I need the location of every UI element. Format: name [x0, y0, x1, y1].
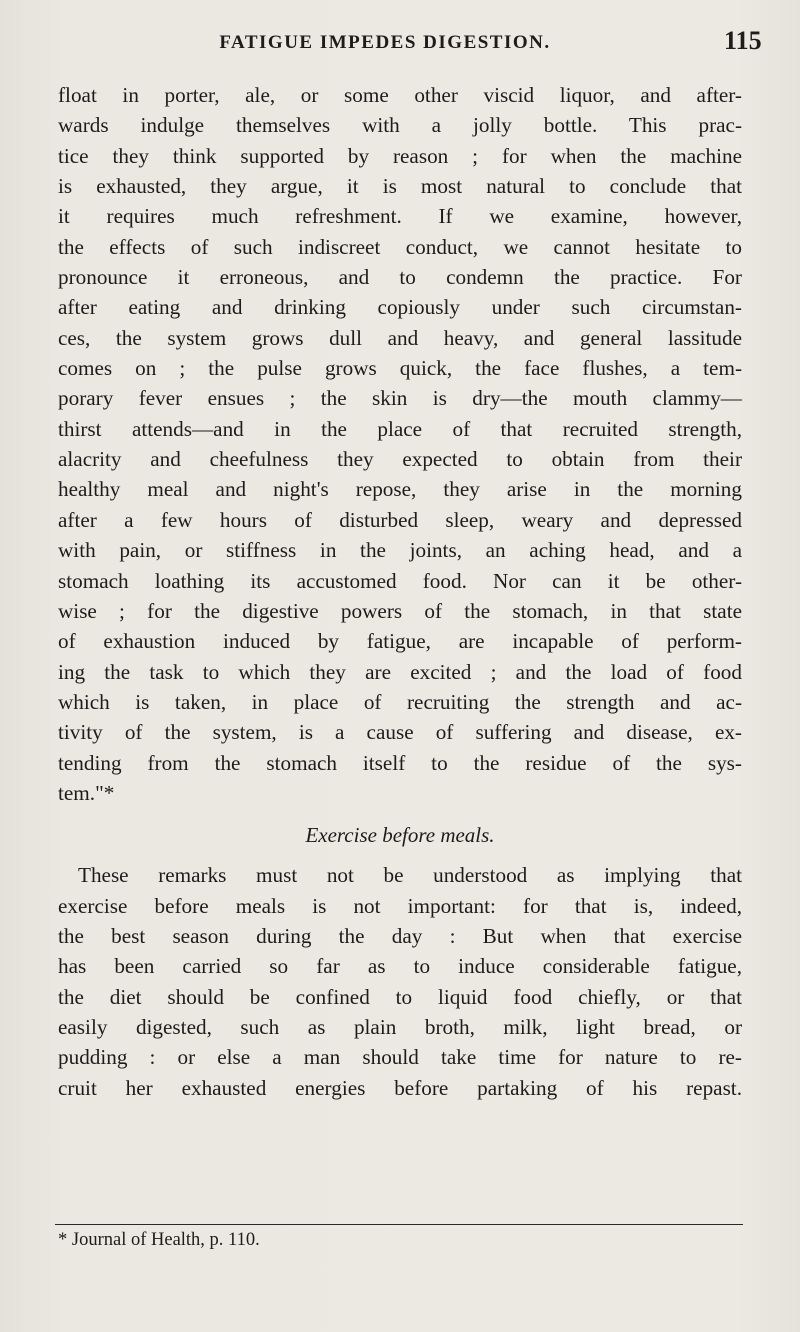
text-line: ces, the system grows dull and heavy, and general lassitude	[58, 325, 742, 350]
paragraph-2	[58, 860, 742, 1103]
running-head: FATIGUE IMPEDES DIGESTION.	[219, 32, 551, 53]
text-line: after a few hours of disturbed sleep, weary and depressed	[58, 507, 742, 532]
footnote: * Journal of Health, p. 110.	[58, 1230, 260, 1250]
text-line: thirst attends—and in the place of that recruited strength,	[58, 416, 742, 441]
text-line: tending from the stomach itself to the residue of the sys-	[58, 750, 742, 775]
text-line: tem."*	[58, 780, 115, 805]
text-line: These remarks must not be understood as implying that	[78, 863, 742, 888]
text-line: the diet should be confined to liquid food chiefly, or that	[58, 984, 742, 1009]
text-line: the best season during the day : But when that exercise	[58, 923, 742, 948]
text-line: ing the task to which they are excited ; and the load of food	[58, 659, 742, 684]
text-line: float in porter, ale, or some other viscid liquor, and after-	[58, 83, 742, 107]
text-line: with pain, or stiffness in the joints, an aching head, and a	[58, 538, 742, 563]
text-line: wards indulge themselves with a jolly bottle. This prac-	[58, 113, 742, 138]
text-line: stomach loathing its accustomed food. Nor can it be other-	[58, 568, 742, 593]
text-line: cruit her exhausted energies before partaking of his repast.	[58, 1075, 742, 1100]
text-line: tice they think supported by reason ; for when the machine	[58, 143, 742, 168]
body-text	[58, 80, 742, 1103]
paragraph-1	[58, 80, 742, 808]
text-line: pudding : or else a man should take time for nature to re-	[58, 1045, 742, 1070]
text-line: of exhaustion induced by fatigue, are incapable of perform-	[58, 629, 742, 654]
text-line: exercise before meals is not important: for that is, indeed,	[58, 893, 742, 918]
text-line: comes on ; the pulse grows quick, the face flushes, a tem-	[58, 356, 742, 381]
text-line: pronounce it erroneous, and to condemn the practice. For	[58, 265, 742, 290]
page-number: 115	[724, 26, 762, 55]
footnote-rule	[55, 1224, 743, 1225]
text-line: has been carried so far as to induce considerable fatigue,	[58, 954, 742, 979]
text-line: is exhausted, they argue, it is most natural to conclude that	[58, 174, 742, 199]
text-line: the effects of such indiscreet conduct, we cannot hesitate to	[58, 234, 742, 259]
text-line: wise ; for the digestive powers of the stomach, in that state	[58, 598, 742, 623]
text-line: which is taken, in place of recruiting the strength and ac-	[58, 689, 742, 714]
section-heading: Exercise before meals.	[305, 823, 495, 848]
text-line: alacrity and cheefulness they expected to obtain from their	[58, 447, 742, 472]
text-line: porary fever ensues ; the skin is dry—the mouth clammy—	[58, 386, 742, 411]
text-line: easily digested, such as plain broth, milk, light bread, or	[58, 1014, 742, 1039]
text-line: after eating and drinking copiously under such circumstan-	[58, 295, 742, 320]
text-line: it requires much refreshment. If we examine, however,	[58, 204, 742, 229]
text-line: healthy meal and night's repose, they arise in the morning	[58, 477, 742, 502]
text-line: tivity of the system, is a cause of suffering and disease, ex-	[58, 720, 742, 745]
